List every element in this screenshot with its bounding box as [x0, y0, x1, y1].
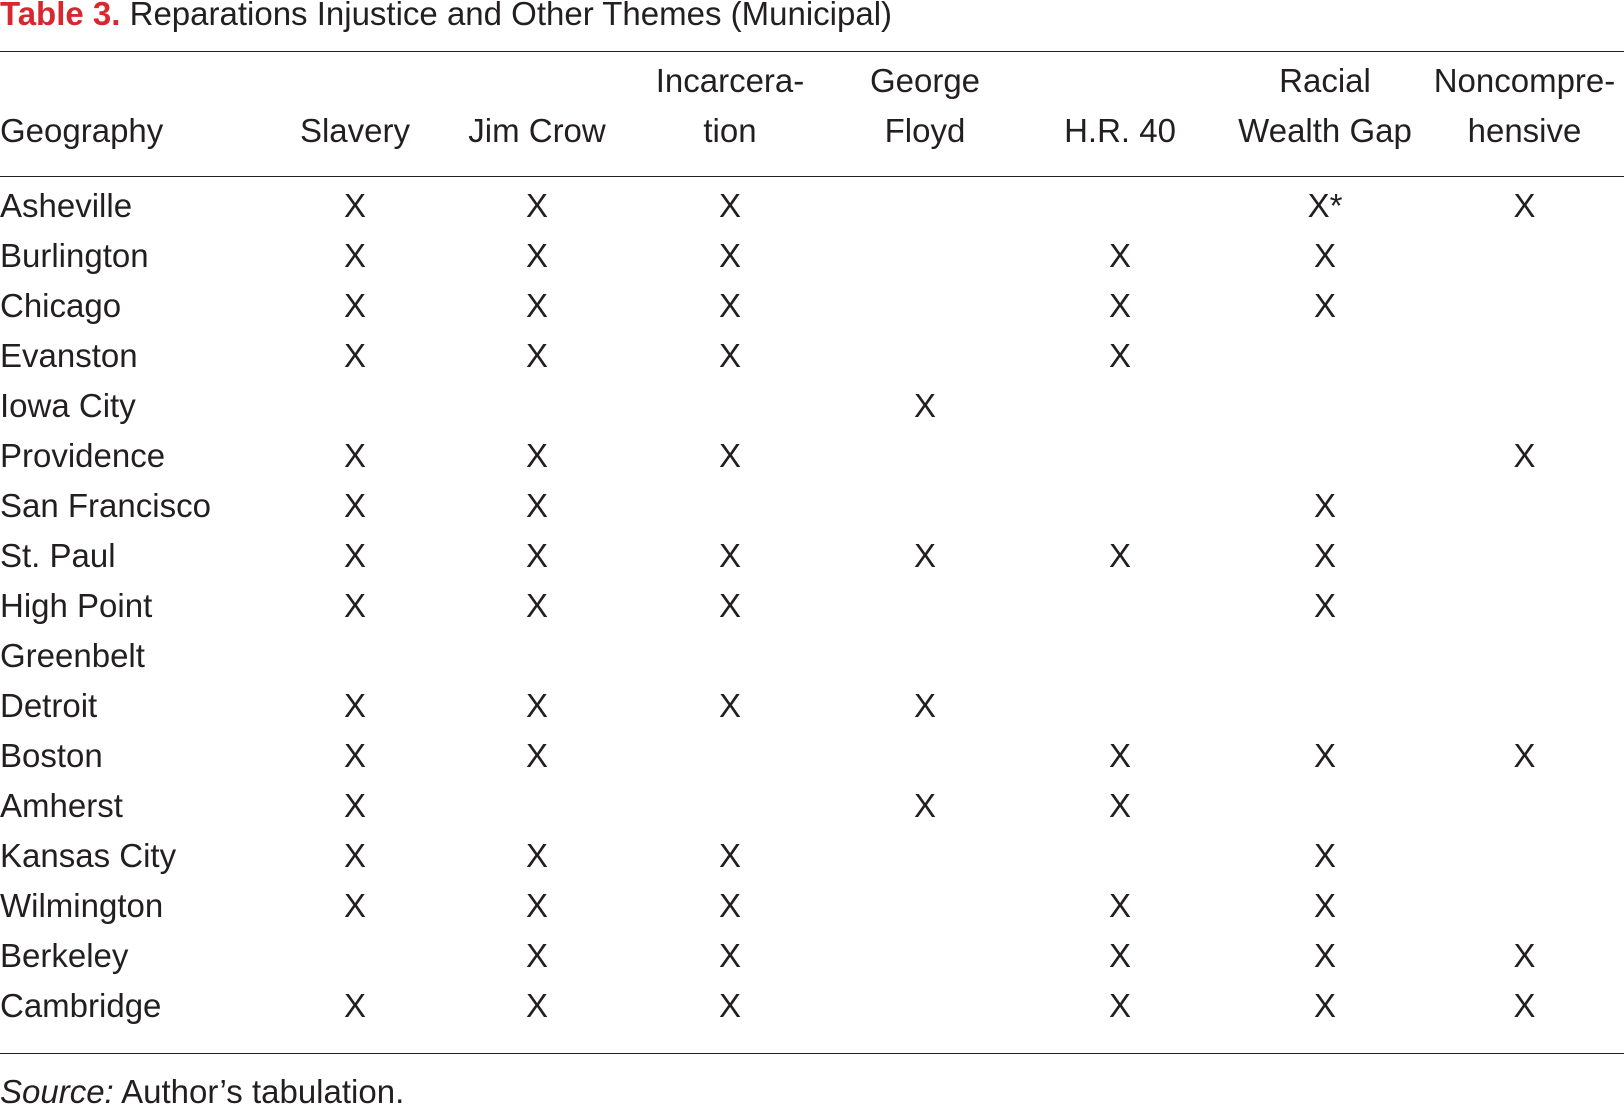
mark-cell: X — [343, 437, 366, 474]
table-row — [0, 681, 1624, 731]
table-title: Reparations Injustice and Other Themes (Municipal) — [129, 0, 893, 32]
mark-cell: X — [1313, 887, 1336, 924]
geography-cell: Kansas City — [0, 837, 177, 874]
mark-cell: X — [1108, 937, 1131, 974]
mark-cell: X — [1513, 437, 1536, 474]
mark-cell: X — [718, 437, 741, 474]
mark-cell: X — [1108, 887, 1131, 924]
top-rule — [0, 51, 1624, 52]
geography-cell: High Point — [0, 587, 153, 624]
geography-cell: Evanston — [0, 337, 138, 374]
mark-cell: X — [1108, 237, 1131, 274]
geography-cell: Boston — [0, 737, 103, 774]
mark-cell: X — [343, 687, 366, 724]
source-note — [0, 1067, 404, 1117]
header-incarceration: Incarcera- tion — [655, 62, 805, 149]
table-header — [0, 60, 1624, 170]
mark-cell: X — [718, 587, 741, 624]
source-text: Author’s tabulation. — [121, 1073, 405, 1110]
mark-cell: X — [718, 687, 741, 724]
geography-cell: Greenbelt — [0, 637, 145, 674]
mark-cell: X — [1108, 737, 1131, 774]
mark-cell: X — [1513, 937, 1536, 974]
table-row — [0, 531, 1624, 581]
mark-cell: X — [343, 337, 366, 374]
header-rule — [0, 176, 1624, 177]
mark-cell: X — [343, 787, 366, 824]
mark-cell: X — [525, 487, 548, 524]
mark-cell: X — [1513, 987, 1536, 1024]
mark-cell: X* — [1307, 187, 1343, 224]
mark-cell: X — [1108, 537, 1131, 574]
mark-cell: X — [525, 737, 548, 774]
mark-cell: X — [1108, 987, 1131, 1024]
table-row — [0, 481, 1624, 531]
mark-cell: X — [718, 337, 741, 374]
mark-cell: X — [913, 387, 936, 424]
mark-cell: X — [525, 687, 548, 724]
mark-cell: X — [343, 487, 366, 524]
mark-cell: X — [718, 887, 741, 924]
table-row — [0, 881, 1624, 931]
mark-cell: X — [1313, 937, 1336, 974]
geography-cell: Burlington — [0, 237, 149, 274]
mark-cell: X — [1313, 737, 1336, 774]
mark-cell: X — [525, 887, 548, 924]
geography-cell: Asheville — [0, 187, 133, 224]
geography-cell: Amherst — [0, 787, 123, 824]
source-label: Source: — [0, 1073, 114, 1110]
mark-cell: X — [525, 587, 548, 624]
geography-cell: Providence — [0, 437, 166, 474]
mark-cell: X — [913, 787, 936, 824]
header-noncomprehensive: Noncompre- hensive — [1433, 62, 1616, 149]
geography-cell: Iowa City — [0, 387, 136, 424]
geography-cell: Chicago — [0, 287, 122, 324]
table-caption — [0, 0, 892, 38]
bottom-rule — [0, 1053, 1624, 1054]
mark-cell: X — [718, 987, 741, 1024]
mark-cell: X — [1313, 587, 1336, 624]
header-geography: Geography — [0, 112, 164, 149]
mark-cell: X — [525, 987, 548, 1024]
mark-cell: X — [1313, 837, 1336, 874]
table-row — [0, 581, 1624, 631]
mark-cell: X — [343, 987, 366, 1024]
header-george-floyd: George Floyd — [869, 62, 981, 149]
mark-cell: X — [718, 287, 741, 324]
mark-cell: X — [718, 937, 741, 974]
geography-cell: Wilmington — [0, 887, 164, 924]
table-row — [0, 331, 1624, 381]
geography-cell: Detroit — [0, 687, 98, 724]
table-row — [0, 781, 1624, 831]
table-row — [0, 381, 1624, 431]
table-row — [0, 981, 1624, 1031]
mark-cell: X — [525, 837, 548, 874]
mark-cell: X — [1313, 487, 1336, 524]
table-row — [0, 831, 1624, 881]
mark-cell: X — [525, 537, 548, 574]
mark-cell: X — [1313, 987, 1336, 1024]
table-row — [0, 181, 1624, 231]
table-row — [0, 631, 1624, 681]
table-row — [0, 281, 1624, 331]
mark-cell: X — [913, 537, 936, 574]
header-racial-wealth-gap: Racial Wealth Gap — [1238, 62, 1412, 149]
geography-cell: San Francisco — [0, 487, 211, 524]
mark-cell: X — [343, 237, 366, 274]
mark-cell: X — [718, 537, 741, 574]
mark-cell: X — [525, 337, 548, 374]
mark-cell: X — [525, 937, 548, 974]
table-row — [0, 431, 1624, 481]
mark-cell: X — [1313, 287, 1336, 324]
mark-cell: X — [343, 587, 366, 624]
mark-cell: X — [525, 287, 548, 324]
mark-cell: X — [1513, 737, 1536, 774]
mark-cell: X — [525, 187, 548, 224]
header-jim-crow: Jim Crow — [468, 112, 606, 149]
mark-cell: X — [1313, 237, 1336, 274]
mark-cell: X — [343, 887, 366, 924]
mark-cell: X — [1108, 787, 1131, 824]
mark-cell: X — [718, 237, 741, 274]
mark-cell: X — [343, 187, 366, 224]
geography-cell: Berkeley — [0, 937, 129, 974]
header-hr40: H.R. 40 — [1064, 112, 1176, 149]
mark-cell: X — [343, 737, 366, 774]
mark-cell: X — [1108, 287, 1131, 324]
mark-cell: X — [343, 537, 366, 574]
mark-cell: X — [343, 287, 366, 324]
mark-cell: X — [1108, 337, 1131, 374]
table-row — [0, 231, 1624, 281]
geography-cell: Cambridge — [0, 987, 162, 1024]
geography-cell: St. Paul — [0, 537, 116, 574]
mark-cell: X — [525, 237, 548, 274]
mark-cell: X — [1513, 187, 1536, 224]
mark-cell: X — [1313, 537, 1336, 574]
mark-cell: X — [718, 187, 741, 224]
header-slavery: Slavery — [299, 112, 411, 149]
mark-cell: X — [718, 837, 741, 874]
table-row — [0, 731, 1624, 781]
table-row — [0, 931, 1624, 981]
mark-cell: X — [913, 687, 936, 724]
table-number: Table 3. — [0, 0, 121, 32]
mark-cell: X — [343, 837, 366, 874]
mark-cell: X — [525, 437, 548, 474]
